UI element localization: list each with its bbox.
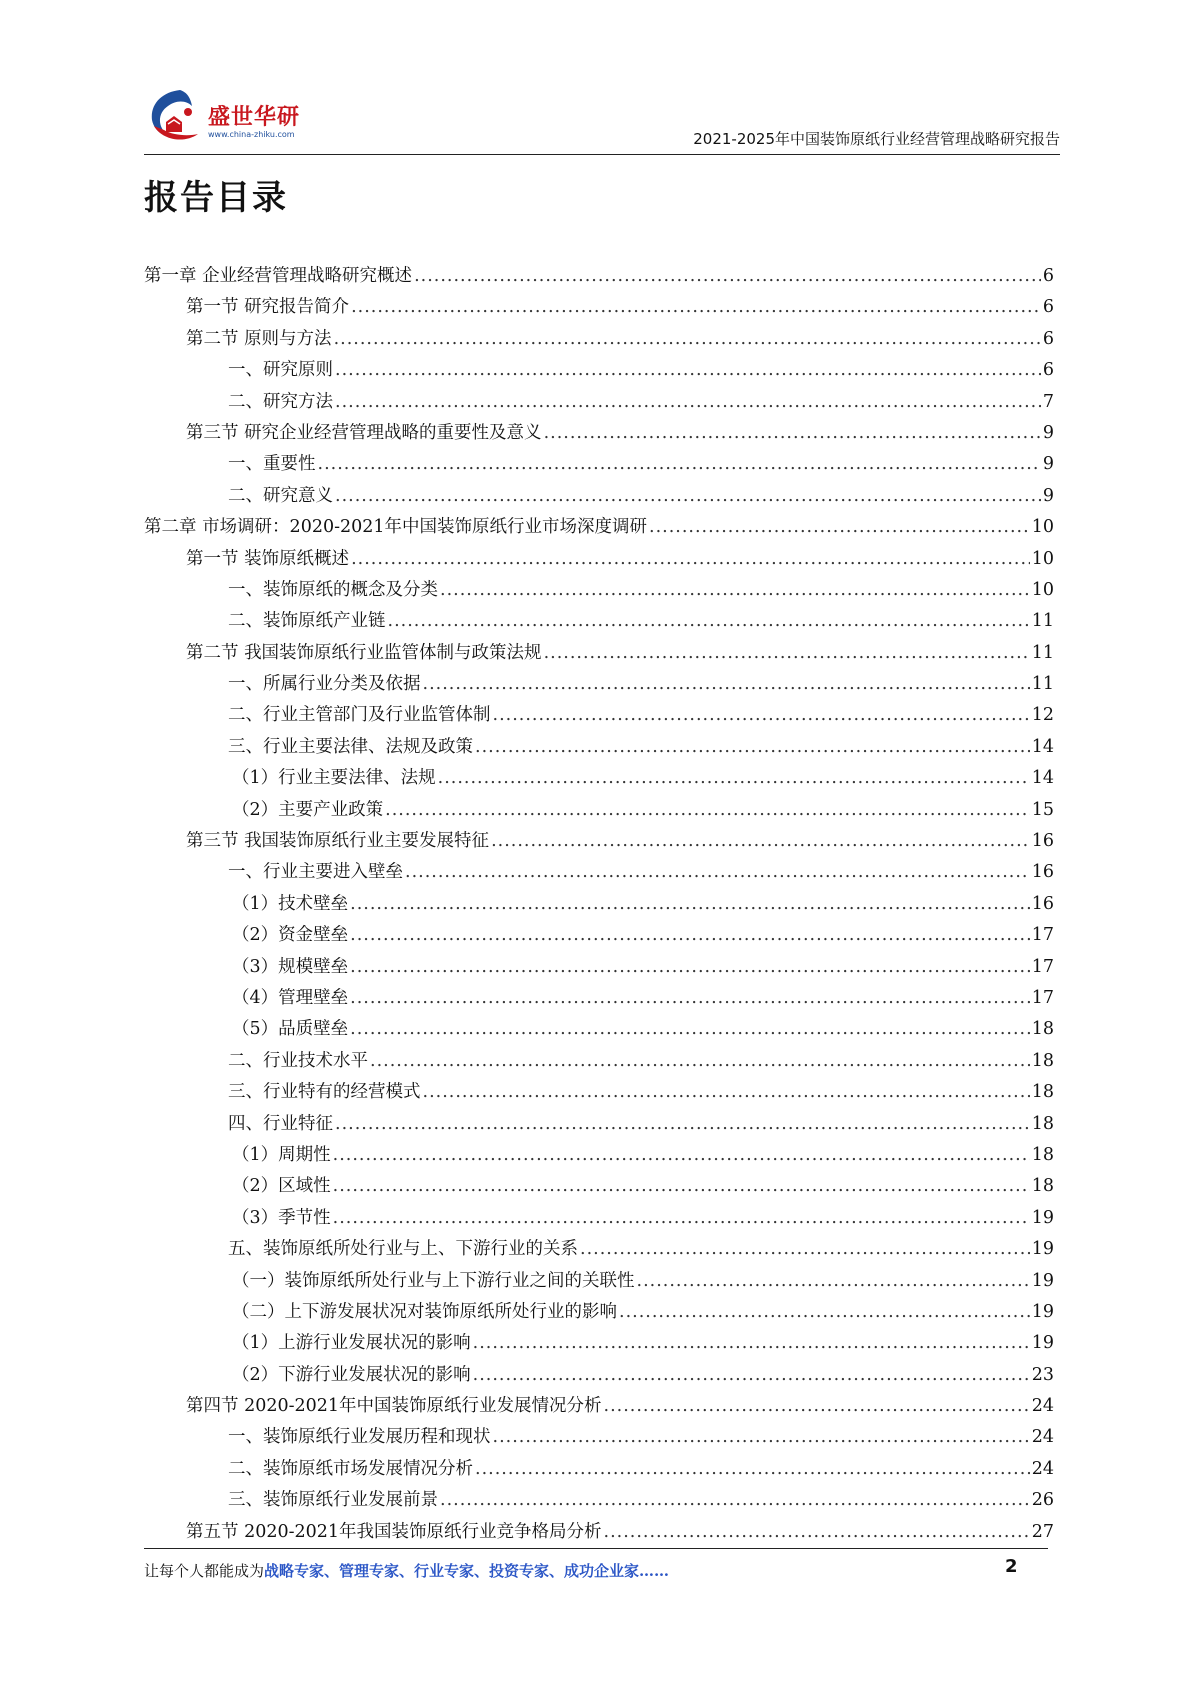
toc-entry-page: 16 bbox=[1031, 831, 1054, 852]
toc-entry-label: 二、装饰原纸市场发展情况分析 bbox=[228, 1458, 473, 1479]
toc-entry-page: 19 bbox=[1031, 1239, 1054, 1260]
toc-entry-label: 三、装饰原纸行业发展前景 bbox=[228, 1490, 438, 1511]
toc-entry[interactable] bbox=[144, 858, 1054, 889]
toc-leader-dots bbox=[333, 1176, 1030, 1196]
footer-slogan bbox=[144, 1560, 669, 1581]
toc-entry-page: 9 bbox=[1042, 454, 1054, 475]
page-number: 2 bbox=[1005, 1556, 1018, 1577]
toc-entry[interactable] bbox=[144, 1361, 1054, 1392]
toc-entry-page: 19 bbox=[1031, 1270, 1054, 1291]
toc-leader-dots bbox=[491, 831, 1030, 851]
toc-entry-label: 四、行业特征 bbox=[228, 1113, 333, 1134]
toc-entry-page: 17 bbox=[1031, 956, 1054, 977]
toc-entry-label: （一）装饰原纸所处行业与上下游行业之间的关联性 bbox=[232, 1270, 635, 1291]
toc-leader-dots bbox=[580, 1239, 1030, 1259]
footer-prefix: 让每个人都能成为 bbox=[144, 1562, 265, 1580]
toc-entry[interactable] bbox=[144, 1267, 1054, 1298]
toc-leader-dots bbox=[405, 862, 1030, 882]
toc-entry[interactable] bbox=[144, 325, 1054, 356]
logo-url: www.china-zhiku.com bbox=[208, 130, 295, 139]
toc-entry-page: 26 bbox=[1031, 1490, 1054, 1511]
toc-entry[interactable] bbox=[144, 764, 1054, 795]
toc-entry-label: 第一节 装饰原纸概述 bbox=[186, 548, 350, 569]
toc-leader-dots bbox=[619, 1302, 1030, 1322]
toc-entry-label: （1）技术壁垒 bbox=[232, 893, 349, 914]
toc-leader-dots bbox=[370, 1051, 1030, 1071]
toc-entry-page: 18 bbox=[1031, 1050, 1054, 1071]
toc-entry-page: 15 bbox=[1031, 799, 1054, 820]
toc-entry-page: 9 bbox=[1042, 485, 1054, 506]
toc-entry-label: （3）规模壁垒 bbox=[232, 956, 349, 977]
toc-entry[interactable] bbox=[144, 1486, 1054, 1517]
toc-entry[interactable] bbox=[144, 796, 1054, 827]
toc-leader-dots bbox=[335, 1114, 1030, 1134]
toc-entry-label: 第三节 研究企业经营管理战略的重要性及意义 bbox=[186, 422, 542, 443]
toc-entry-page: 10 bbox=[1031, 548, 1054, 569]
toc-entry-label: （4）管理壁垒 bbox=[232, 987, 349, 1008]
toc-entry-page: 10 bbox=[1031, 579, 1054, 600]
toc-entry[interactable] bbox=[144, 1518, 1054, 1549]
toc-entry-page: 17 bbox=[1031, 987, 1054, 1008]
toc-heading: 报告目录 bbox=[144, 178, 288, 218]
toc-entry-page: 14 bbox=[1031, 736, 1054, 757]
toc-entry[interactable] bbox=[144, 1235, 1054, 1266]
toc-entry-page: 9 bbox=[1042, 422, 1054, 443]
toc-leader-dots bbox=[423, 1082, 1030, 1102]
logo bbox=[144, 82, 314, 148]
toc-entry-label: 第三节 我国装饰原纸行业主要发展特征 bbox=[186, 831, 490, 852]
toc-leader-dots bbox=[350, 925, 1030, 945]
toc-entry-page: 27 bbox=[1031, 1521, 1054, 1542]
toc-entry-label: 第二节 原则与方法 bbox=[186, 328, 332, 349]
toc-entry-label: （1）行业主要法律、法规 bbox=[232, 768, 436, 789]
toc-leader-dots bbox=[440, 1490, 1030, 1510]
toc-entry-label: 第二节 我国装饰原纸行业监管体制与政策法规 bbox=[186, 642, 542, 663]
toc-leader-dots bbox=[440, 580, 1030, 600]
toc-entry[interactable] bbox=[144, 1047, 1054, 1078]
toc-entry[interactable] bbox=[144, 639, 1054, 670]
toc-leader-dots bbox=[544, 423, 1041, 443]
toc-entry-page: 24 bbox=[1031, 1458, 1054, 1479]
toc-leader-dots bbox=[473, 1365, 1030, 1385]
toc-entry-label: 三、行业主要法律、法规及政策 bbox=[228, 736, 473, 757]
toc-entry-page: 6 bbox=[1042, 266, 1054, 286]
toc-entry-page: 11 bbox=[1031, 674, 1054, 695]
toc-entry-label: 二、研究意义 bbox=[228, 485, 333, 506]
toc-leader-dots bbox=[473, 1333, 1030, 1353]
toc-entry[interactable] bbox=[144, 388, 1054, 419]
toc-leader-dots bbox=[388, 611, 1030, 631]
toc-entry[interactable] bbox=[144, 1172, 1054, 1203]
toc-leader-dots bbox=[423, 674, 1030, 694]
toc-entry-label: 第五节 2020-2021年我国装饰原纸行业竞争格局分析 bbox=[186, 1521, 602, 1542]
toc-entry[interactable] bbox=[144, 513, 1054, 544]
toc-entry-page: 14 bbox=[1031, 768, 1054, 789]
toc-entry-label: 二、行业技术水平 bbox=[228, 1050, 368, 1071]
toc-entry-label: （2）主要产业政策 bbox=[232, 799, 384, 820]
toc-entry-page: 19 bbox=[1031, 1301, 1054, 1322]
toc-entry[interactable] bbox=[144, 1110, 1054, 1141]
toc-entry-page: 18 bbox=[1031, 1082, 1054, 1103]
toc-entry[interactable] bbox=[144, 1204, 1054, 1235]
toc-entry-label: （2）资金壁垒 bbox=[232, 925, 349, 946]
toc-entry[interactable] bbox=[144, 356, 1054, 387]
toc-entry[interactable] bbox=[144, 482, 1054, 513]
toc-entry-label: 一、所属行业分类及依据 bbox=[228, 674, 421, 695]
toc-entry[interactable] bbox=[144, 545, 1054, 576]
toc-entry-page: 18 bbox=[1031, 1019, 1054, 1040]
toc-entry-page: 12 bbox=[1031, 705, 1054, 726]
toc-entry-page: 10 bbox=[1031, 517, 1054, 538]
toc-leader-dots bbox=[414, 266, 1041, 286]
toc-entry-page: 17 bbox=[1031, 925, 1054, 946]
toc-leader-dots bbox=[335, 360, 1041, 380]
toc-entry[interactable] bbox=[144, 701, 1054, 732]
toc-entry-page: 24 bbox=[1031, 1396, 1054, 1417]
header-divider bbox=[144, 154, 1060, 155]
toc-entry-label: 二、行业主管部门及行业监管体制 bbox=[228, 705, 491, 726]
toc-leader-dots bbox=[335, 486, 1041, 506]
toc-leader-dots bbox=[475, 1459, 1030, 1479]
toc-entry[interactable] bbox=[144, 984, 1054, 1015]
toc-entry[interactable] bbox=[144, 1455, 1054, 1486]
toc-entry[interactable] bbox=[144, 1329, 1054, 1360]
toc-entry-label: 第一章 企业经营管理战略研究概述 bbox=[144, 266, 413, 286]
toc-entry-label: 一、装饰原纸行业发展历程和现状 bbox=[228, 1427, 491, 1448]
toc-leader-dots bbox=[333, 1208, 1030, 1228]
toc-entry-page: 6 bbox=[1042, 328, 1054, 349]
toc-leader-dots bbox=[604, 1522, 1030, 1542]
toc-entry[interactable] bbox=[144, 953, 1054, 984]
toc-leader-dots bbox=[637, 1271, 1030, 1291]
toc-leader-dots bbox=[604, 1396, 1030, 1416]
footer-divider bbox=[144, 1548, 1048, 1549]
toc-entry[interactable] bbox=[144, 670, 1054, 701]
toc-entry-page: 11 bbox=[1031, 642, 1054, 663]
toc-entry-page: 6 bbox=[1042, 297, 1054, 318]
toc-entry[interactable] bbox=[144, 576, 1054, 607]
toc-entry-page: 7 bbox=[1042, 391, 1054, 412]
toc-entry[interactable] bbox=[144, 1392, 1054, 1423]
toc-leader-dots bbox=[438, 768, 1030, 788]
toc-entry[interactable] bbox=[144, 827, 1054, 858]
toc-entry-label: 一、装饰原纸的概念及分类 bbox=[228, 579, 438, 600]
toc-leader-dots bbox=[493, 1427, 1030, 1447]
toc-entry[interactable] bbox=[144, 890, 1054, 921]
toc-entry[interactable] bbox=[144, 1078, 1054, 1109]
toc-entry-label: （1）上游行业发展状况的影响 bbox=[232, 1333, 471, 1354]
toc-entry-page: 18 bbox=[1031, 1144, 1054, 1165]
toc-entry-label: 三、行业特有的经营模式 bbox=[228, 1082, 421, 1103]
toc-entry[interactable] bbox=[144, 1298, 1054, 1329]
report-title: 2021-2025年中国装饰原纸行业经营管理战略研究报告 bbox=[693, 130, 1060, 148]
logo-swirl-icon bbox=[144, 86, 206, 146]
toc-entry-page: 18 bbox=[1031, 1176, 1054, 1197]
toc-leader-dots bbox=[649, 517, 1030, 537]
toc-entry-label: 一、行业主要进入壁垒 bbox=[228, 862, 403, 883]
toc-entry[interactable] bbox=[144, 262, 1054, 293]
toc-entry-label: 第四节 2020-2021年中国装饰原纸行业发展情况分析 bbox=[186, 1396, 602, 1417]
toc-leader-dots bbox=[334, 329, 1041, 349]
toc-leader-dots bbox=[318, 454, 1041, 474]
toc-entry-label: 一、研究原则 bbox=[228, 360, 333, 381]
toc-entry-label: 二、装饰原纸产业链 bbox=[228, 611, 386, 632]
toc-entry[interactable] bbox=[144, 607, 1054, 638]
toc-entry-label: （3）季节性 bbox=[232, 1207, 331, 1228]
logo-name: 盛世华研 bbox=[208, 105, 301, 130]
toc-entry-label: （二）上下游发展状况对装饰原纸所处行业的影响 bbox=[232, 1301, 617, 1322]
toc-entry-label: 二、研究方法 bbox=[228, 391, 333, 412]
toc-entry-page: 24 bbox=[1031, 1427, 1054, 1448]
toc-entry-label: （5）品质壁垒 bbox=[232, 1019, 349, 1040]
toc-entry[interactable] bbox=[144, 419, 1054, 450]
toc-entry-page: 19 bbox=[1031, 1333, 1054, 1354]
toc-leader-dots bbox=[544, 643, 1030, 663]
toc-entry[interactable] bbox=[144, 733, 1054, 764]
page-header bbox=[144, 82, 1060, 154]
toc-entry[interactable] bbox=[144, 1141, 1054, 1172]
toc-entry-label: 第二章 市场调研：2020-2021年中国装饰原纸行业市场深度调研 bbox=[144, 517, 648, 538]
toc-entry[interactable] bbox=[144, 293, 1054, 324]
footer-highlight: 战略专家、管理专家、行业专家、投资专家、成功企业家…… bbox=[264, 1562, 670, 1580]
toc-entry-page: 16 bbox=[1031, 862, 1054, 883]
toc-leader-dots bbox=[351, 549, 1030, 569]
toc-entry-page: 23 bbox=[1031, 1364, 1054, 1385]
toc-entry-page: 16 bbox=[1031, 893, 1054, 914]
toc-entry-label: （2）下游行业发展状况的影响 bbox=[232, 1364, 471, 1385]
toc-entry-page: 6 bbox=[1042, 360, 1054, 381]
toc-leader-dots bbox=[350, 894, 1030, 914]
toc-entry[interactable] bbox=[144, 1423, 1054, 1454]
toc-entry-label: 一、重要性 bbox=[228, 454, 316, 475]
toc-leader-dots bbox=[350, 988, 1030, 1008]
toc-leader-dots bbox=[335, 392, 1041, 412]
toc-entry[interactable] bbox=[144, 921, 1054, 952]
toc-leader-dots bbox=[351, 297, 1041, 317]
toc-leader-dots bbox=[350, 957, 1030, 977]
toc-leader-dots bbox=[475, 737, 1030, 757]
toc-entry-page: 11 bbox=[1031, 611, 1054, 632]
toc-entry-label: 五、装饰原纸所处行业与上、下游行业的关系 bbox=[228, 1239, 578, 1260]
toc-entry-page: 19 bbox=[1031, 1207, 1054, 1228]
toc-entry-page: 18 bbox=[1031, 1113, 1054, 1134]
toc-entry-label: 第一节 研究报告简介 bbox=[186, 297, 350, 318]
toc-entry[interactable] bbox=[144, 1015, 1054, 1046]
toc-entry-label: （1）周期性 bbox=[232, 1144, 331, 1165]
toc-leader-dots bbox=[493, 705, 1030, 725]
toc-entry[interactable] bbox=[144, 450, 1054, 481]
table-of-contents bbox=[144, 262, 1054, 1549]
toc-leader-dots bbox=[350, 1019, 1030, 1039]
toc-leader-dots bbox=[333, 1145, 1030, 1165]
toc-leader-dots bbox=[385, 800, 1030, 820]
toc-entry-label: （2）区域性 bbox=[232, 1176, 331, 1197]
